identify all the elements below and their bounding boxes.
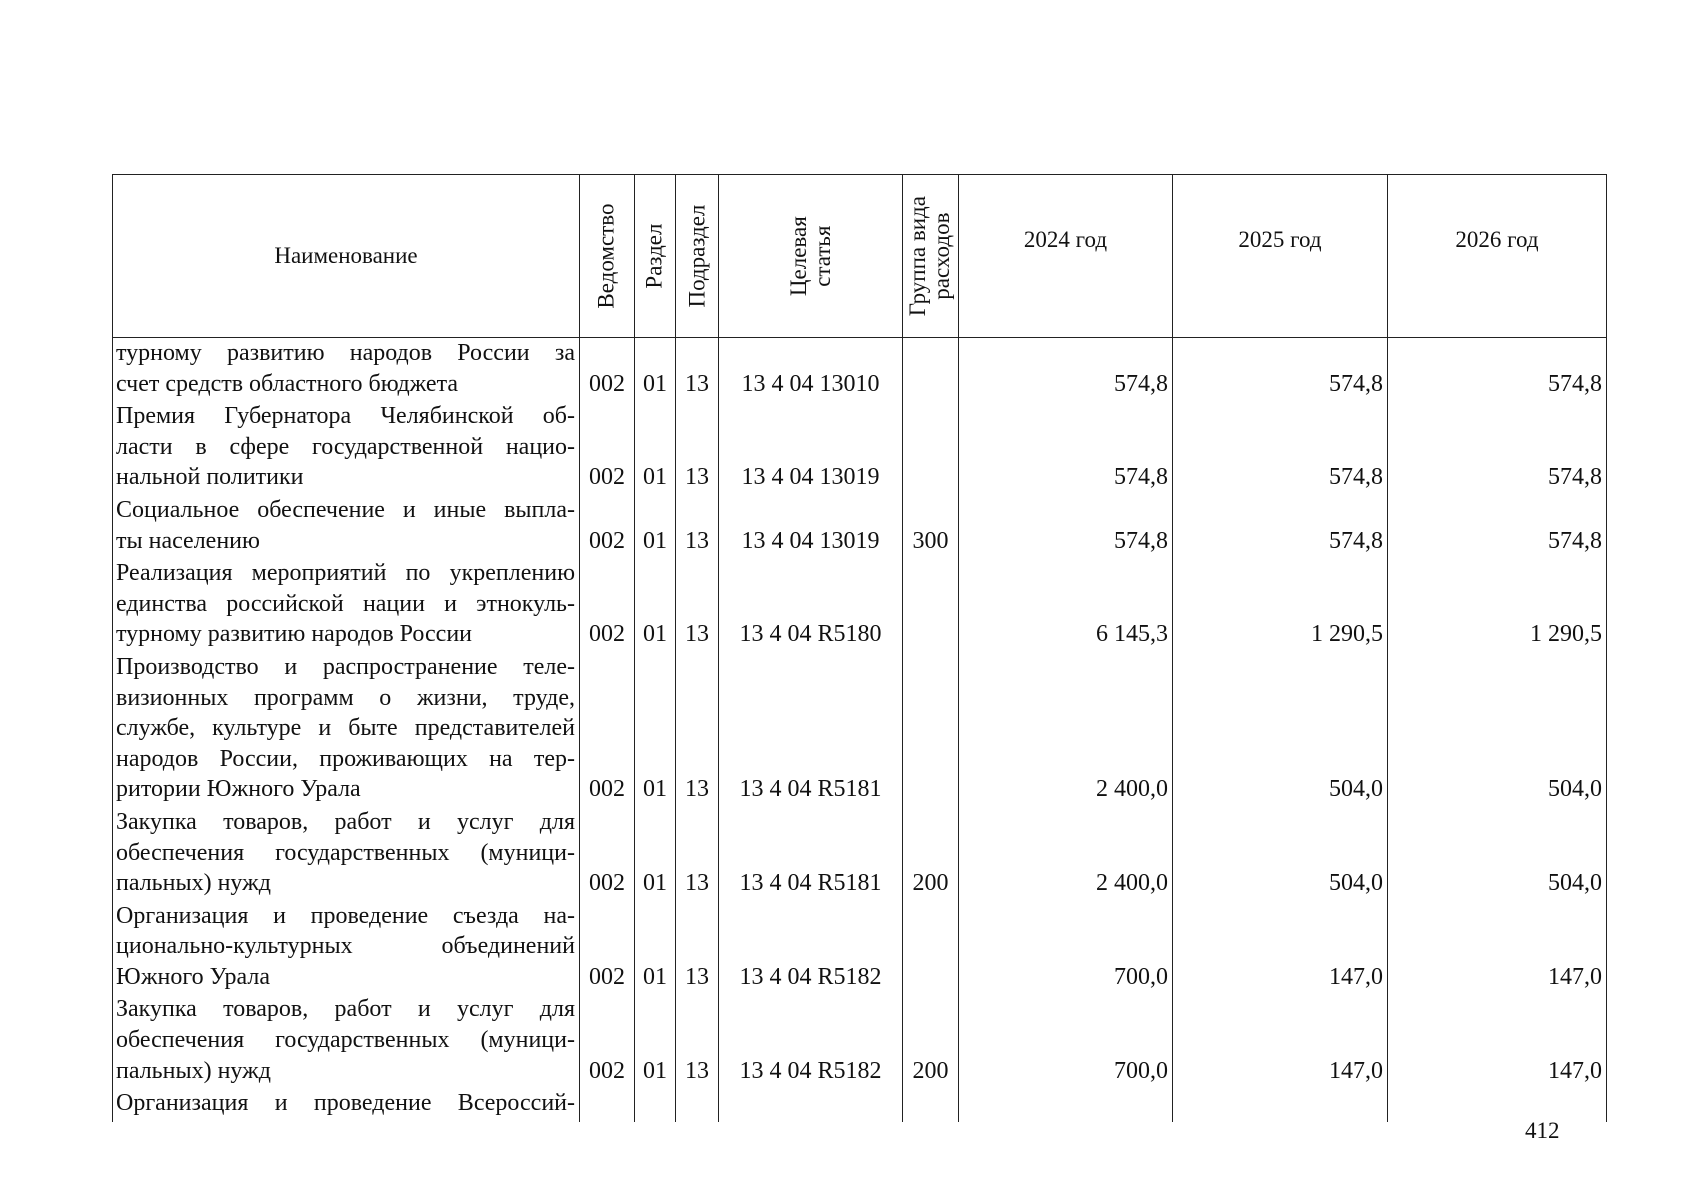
- header-2025: [1173, 175, 1388, 337]
- row-podrazdel: 13: [676, 901, 719, 995]
- row-gruppa: [903, 401, 959, 495]
- row-razdel: 01: [635, 994, 676, 1088]
- row-name: [113, 994, 580, 1088]
- row-podrazdel: 13: [676, 495, 719, 558]
- row-name-line: Закупка товаров, работ и услуг для: [116, 996, 575, 1023]
- row-name-line: Организация и проведение Всероссий-: [116, 1090, 575, 1117]
- row-podrazdel: 13: [676, 807, 719, 901]
- row-podrazdel: 13: [676, 994, 719, 1088]
- row-gruppa: 200: [903, 994, 959, 1088]
- row-podrazdel: 13: [676, 652, 719, 807]
- row-celevaya: 13 4 04 R5181: [719, 652, 903, 807]
- row-celevaya: 13 4 04 R5182: [719, 901, 903, 995]
- header-2026: [1388, 175, 1607, 337]
- row-2024: 6 145,3: [959, 558, 1173, 652]
- row-2025: 1 290,5: [1173, 558, 1388, 652]
- row-vedomstvo: 002: [580, 338, 635, 401]
- header-celevaya-line2: статья: [809, 225, 835, 287]
- row-razdel: 01: [635, 495, 676, 558]
- row-vedomstvo: 002: [580, 807, 635, 901]
- header-2025-label: 2025 год: [1238, 227, 1322, 252]
- row-name: [113, 1088, 580, 1122]
- header-podrazdel: [676, 175, 719, 337]
- row-celevaya: 13 4 04 13019: [719, 401, 903, 495]
- row-celevaya: 13 4 04 R5182: [719, 994, 903, 1088]
- row-razdel: 01: [635, 807, 676, 901]
- row-name-line: пальных) нужд: [116, 1057, 271, 1084]
- row-name-line: обеспечения государственных (муници-: [116, 839, 575, 866]
- row-vedomstvo: 002: [580, 401, 635, 495]
- table-header: [113, 175, 1607, 338]
- row-2026: 1 290,5: [1388, 558, 1607, 652]
- row-2025: 574,8: [1173, 401, 1388, 495]
- row-name-line: счет средств областного бюджета: [116, 370, 459, 397]
- row-podrazdel: 13: [676, 558, 719, 652]
- header-2024-label: 2024 год: [1023, 227, 1108, 252]
- header-celevaya-line1: Целевая: [785, 216, 811, 296]
- row-2025: 574,8: [1173, 338, 1388, 401]
- row-name-line: визионных программ о жизни, труде,: [116, 684, 575, 711]
- row-razdel: 01: [635, 558, 676, 652]
- row-celevaya: 13 4 04 13010: [719, 338, 903, 401]
- page-number: 412: [1525, 1118, 1560, 1143]
- row-name-line: единства российской нации и этнокуль-: [116, 590, 575, 617]
- header-gruppa-label: [906, 196, 954, 316]
- header-name-label: Наименование: [274, 243, 418, 268]
- header-vedomstvo: [580, 175, 635, 337]
- row-2024: 2 400,0: [959, 652, 1173, 807]
- row-celevaya: 13 4 04 R5181: [719, 807, 903, 901]
- row-razdel: 01: [635, 338, 676, 401]
- row-razdel: 01: [635, 652, 676, 807]
- row-name-line: ты населению: [116, 527, 260, 554]
- header-celevaya: [719, 175, 903, 337]
- row-2025: 147,0: [1173, 901, 1388, 995]
- row-razdel: 01: [635, 401, 676, 495]
- table-body: [113, 338, 1607, 1122]
- row-name-line: Закупка товаров, работ и услуг для: [116, 808, 575, 835]
- row-name: [113, 652, 580, 807]
- row-gruppa: [903, 558, 959, 652]
- row-2024: 574,8: [959, 338, 1173, 401]
- row-2026: 574,8: [1388, 495, 1607, 558]
- row-celevaya: 13 4 04 R5180: [719, 558, 903, 652]
- row-name: [113, 495, 580, 558]
- row-name: [113, 338, 580, 401]
- header-podrazdel-label: Подраздел: [683, 204, 709, 308]
- header-vedomstvo-label: Ведомство: [593, 203, 619, 309]
- row-podrazdel: [676, 1088, 719, 1122]
- row-2024: 700,0: [959, 994, 1173, 1088]
- row-name-line: Производство и распространение теле-: [116, 653, 575, 680]
- row-2026: 574,8: [1388, 338, 1607, 401]
- row-vedomstvo: [580, 1088, 635, 1122]
- row-name: [113, 807, 580, 901]
- row-name-line: Южного Урала: [116, 963, 271, 990]
- header-razdel-label: Раздел: [641, 223, 667, 289]
- row-name-line: ритории Южного Урала: [116, 776, 361, 803]
- header-gruppa-line1: Группа вида: [905, 195, 931, 317]
- row-name: [113, 401, 580, 495]
- row-gruppa: 300: [903, 495, 959, 558]
- row-gruppa: 200: [903, 807, 959, 901]
- row-gruppa: [903, 1088, 959, 1122]
- row-name-line: турному развитию народов России за: [116, 340, 575, 366]
- row-name-line: службе, культуре и быте представителей: [116, 715, 575, 742]
- row-vedomstvo: 002: [580, 558, 635, 652]
- row-2024: 574,8: [959, 401, 1173, 495]
- row-2026: 504,0: [1388, 807, 1607, 901]
- header-2026-label: 2026 год: [1455, 227, 1539, 252]
- row-podrazdel: 13: [676, 401, 719, 495]
- row-name-line: нальной политики: [116, 464, 304, 491]
- row-name-line: турному развитию народов России: [116, 621, 473, 648]
- row-gruppa: [903, 338, 959, 401]
- row-name-line: Премия Губернатора Челябинской об-: [116, 403, 575, 430]
- row-2025: [1173, 1088, 1388, 1122]
- row-2026: 147,0: [1388, 901, 1607, 995]
- row-gruppa: [903, 901, 959, 995]
- row-celevaya: [719, 1088, 903, 1122]
- row-name: [113, 901, 580, 995]
- row-name-line: Реализация мероприятий по укреплению: [116, 560, 575, 587]
- row-2025: 504,0: [1173, 652, 1388, 807]
- budget-table: [112, 174, 1607, 1122]
- row-name-line: Организация и проведение съезда на-: [116, 902, 575, 929]
- row-2026: 504,0: [1388, 652, 1607, 807]
- row-2025: 504,0: [1173, 807, 1388, 901]
- row-name-line: народов России, проживающих на тер-: [116, 745, 575, 772]
- row-razdel: [635, 1088, 676, 1122]
- row-vedomstvo: 002: [580, 652, 635, 807]
- header-name: [113, 175, 580, 337]
- row-name-line: ционально-культурных объединений: [116, 933, 575, 960]
- row-2026: 147,0: [1388, 994, 1607, 1088]
- row-2025: 147,0: [1173, 994, 1388, 1088]
- row-celevaya: 13 4 04 13019: [719, 495, 903, 558]
- row-name-line: пальных) нужд: [116, 870, 271, 897]
- row-name-line: обеспечения государственных (муници-: [116, 1027, 575, 1054]
- row-2026: [1388, 1088, 1607, 1122]
- row-2024: 700,0: [959, 901, 1173, 995]
- row-2024: [959, 1088, 1173, 1122]
- header-2024: [959, 175, 1173, 337]
- row-vedomstvo: 002: [580, 495, 635, 558]
- row-2024: 2 400,0: [959, 807, 1173, 901]
- row-razdel: 01: [635, 901, 676, 995]
- header-gruppa-line2: расходов: [929, 212, 955, 300]
- row-name-line: ласти в сфере государственной нацио-: [116, 433, 575, 460]
- row-vedomstvo: 002: [580, 994, 635, 1088]
- row-2026: 574,8: [1388, 401, 1607, 495]
- row-podrazdel: 13: [676, 338, 719, 401]
- row-vedomstvo: 002: [580, 901, 635, 995]
- header-gruppa: [903, 175, 959, 337]
- row-name: [113, 558, 580, 652]
- row-2025: 574,8: [1173, 495, 1388, 558]
- header-celevaya-label: [786, 216, 834, 296]
- row-2024: 574,8: [959, 495, 1173, 558]
- row-name-line: Социальное обеспечение и иные выпла-: [116, 496, 575, 523]
- header-razdel: [635, 175, 676, 337]
- row-gruppa: [903, 652, 959, 807]
